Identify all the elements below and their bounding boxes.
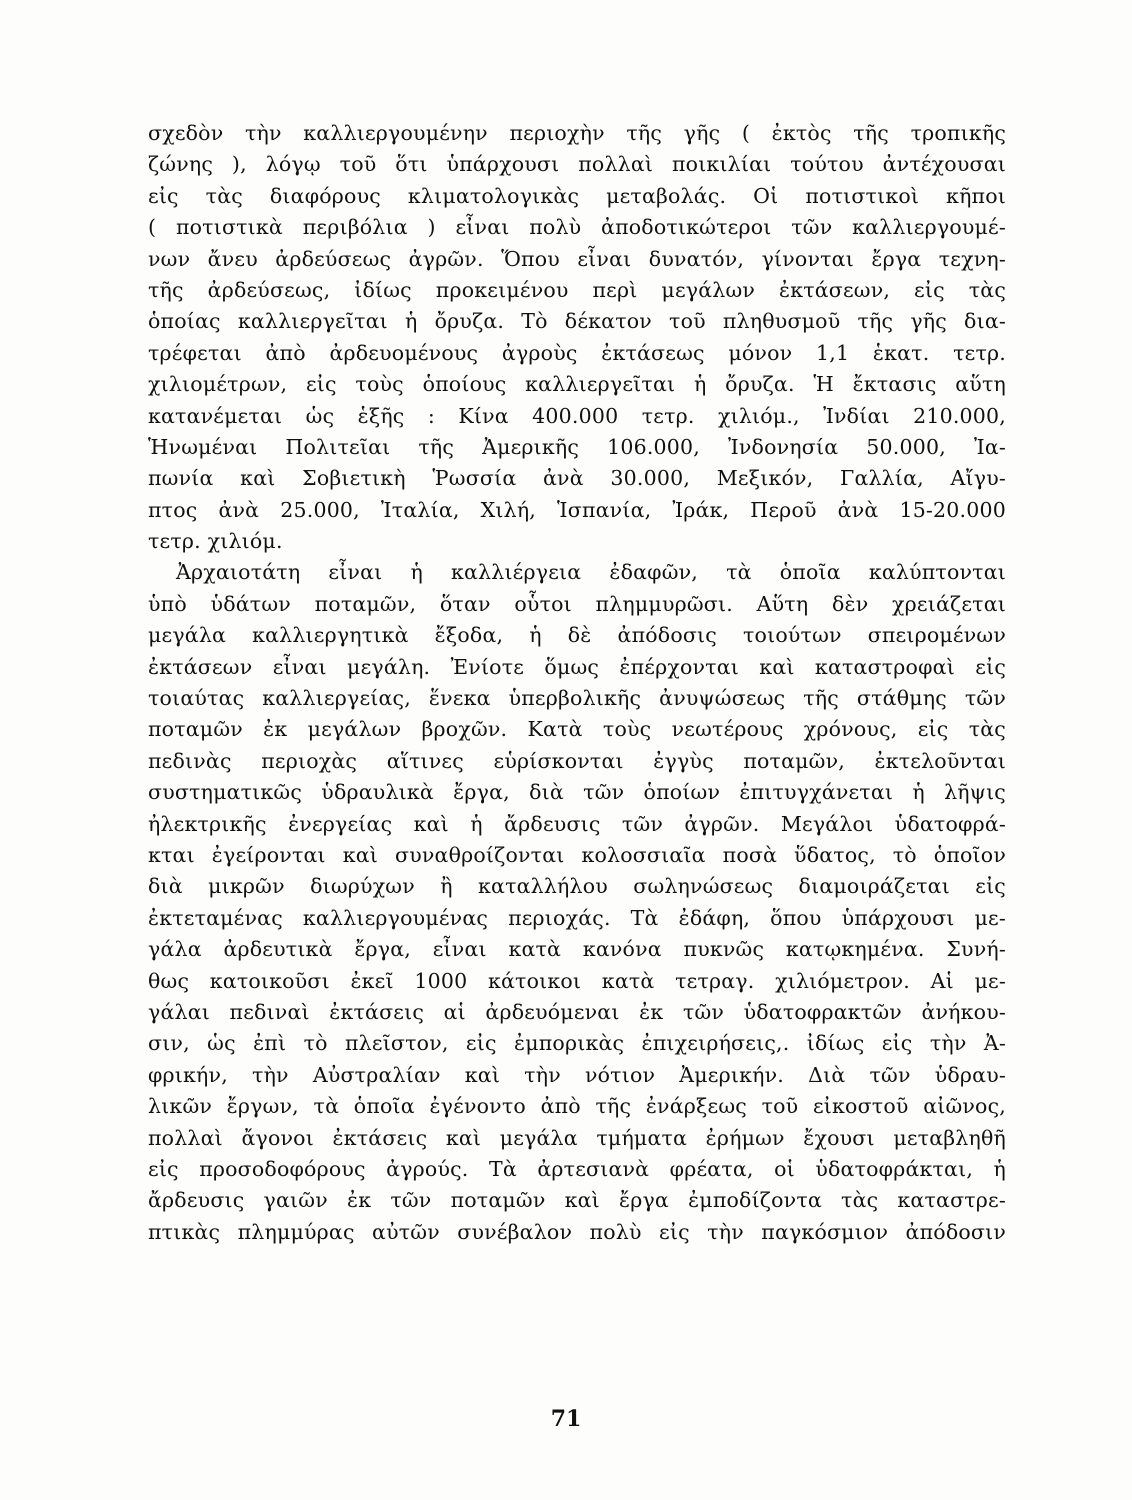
text-line: θως κατοικοῦσι ἐκεῖ 1000 κάτοικοι κατὰ τετραγ. χιλιόμετρον. Αἱ με- (148, 968, 1006, 993)
text-line: διὰ μικρῶν διωρύχων ἢ καταλλήλου σωληνώσεως διαμοιράζεται εἰς (148, 874, 1006, 899)
text-line: τοιαύτας καλλιεργείας, ἕνεκα ὑπερβολικῆς ἀνυψώσεως τῆς στάθμης τῶν (148, 686, 1006, 711)
paragraph-2 (148, 557, 1006, 1248)
text-line: τρέφεται ἀπὸ ἀρδευομένους ἀγροὺς ἐκτάσεως μόνον 1,1 ἑκατ. τετρ. (148, 340, 1006, 365)
text-line: πτος ἀνὰ 25.000, Ἰταλία, Χιλή, Ἱσπανία, Ἰράκ, Περοῦ ἀνὰ 15-20.000 (148, 497, 1006, 522)
text-line: Ἀρχαιοτάτη εἶναι ἡ καλλιέργεια ἐδαφῶν, τὰ ὁποῖα καλύπτονται (176, 560, 1006, 585)
text-line: ἠλεκτρικῆς ἐνεργείας καὶ ἡ ἄρδευσις τῶν ἀγρῶν. Μεγάλοι ὑδατοφρά- (148, 811, 1006, 836)
text-line: ὁποίας καλλιεργεῖται ἡ ὄρυζα. Τὸ δέκατον τοῦ πληθυσμοῦ τῆς γῆς δια- (148, 309, 1006, 334)
text-line: ὑπὸ ὑδάτων ποταμῶν, ὅταν οὗτοι πλημμυρῶσι. Αὕτη δὲν χρειάζεται (148, 591, 1006, 616)
body-text (148, 118, 1006, 1248)
text-line: χιλιομέτρων, εἰς τοὺς ὁποίους καλλιεργεῖται ἡ ὄρυζα. Ἡ ἔκτασις αὕτη (148, 372, 1006, 397)
text-line: λικῶν ἔργων, τὰ ὁποῖα ἐγένοντο ἀπὸ τῆς ἐνάρξεως τοῦ εἰκοστοῦ αἰῶνος, (148, 1094, 1006, 1119)
page-number: 71 (550, 1406, 582, 1432)
text-line: πολλαὶ ἄγονοι ἐκτάσεις καὶ μεγάλα τμήματα ἐρήμων ἔχουσι μεταβληθῆ (148, 1125, 1006, 1150)
paragraph-1 (148, 118, 1006, 557)
text-line: νων ἄνευ ἀρδεύσεως ἀγρῶν. Ὅπου εἶναι δυνατόν, γίνονται ἔργα τεχνη- (148, 246, 1006, 271)
text-line: τῆς ἀρδεύσεως, ἰδίως προκειμένου περὶ μεγάλων ἐκτάσεων, εἰς τὰς (148, 277, 1006, 302)
text-line: σχεδὸν τὴν καλλιεργουμένην περιοχὴν τῆς γῆς ( ἐκτὸς τῆς τροπικῆς (148, 121, 1006, 145)
text-line: Ἡνωμέναι Πολιτεῖαι τῆς Ἀμερικῆς 106.000, Ἰνδονησία 50.000, Ἰα- (148, 434, 1006, 459)
text-line: τετρ. χιλιόμ. (148, 529, 283, 554)
text-line: ποταμῶν ἐκ μεγάλων βροχῶν. Κατὰ τοὺς νεωτέρους χρόνους, εἰς τὰς (148, 717, 1006, 742)
text-line: μεγάλα καλλιεργητικὰ ἔξοδα, ἡ δὲ ἀπόδοσις τοιούτων σπειρομένων (148, 623, 1006, 648)
text-line: γάλαι πεδιναὶ ἐκτάσεις αἱ ἀρδευόμεναι ἐκ τῶν ὑδατοφρακτῶν ἀνήκου- (148, 999, 1006, 1024)
text-line: σιν, ὡς ἐπὶ τὸ πλεῖστον, εἰς ἐμπορικὰς ἐπιχειρήσεις,. ἰδίως εἰς τὴν Ἀ- (148, 1031, 1006, 1056)
text-line: κται ἐγείρονται καὶ συναθροίζονται κολοσσιαῖα ποσὰ ὕδατος, τὸ ὁποῖον (148, 842, 1006, 867)
text-line: ( ποτιστικὰ περιβόλια ) εἶναι πολὺ ἀποδοτικώτεροι τῶν καλλιεργουμέ- (148, 215, 1006, 240)
text-line: εἰς τὰς διαφόρους κλιματολογικὰς μεταβολάς. Οἱ ποτιστικοὶ κῆποι (148, 183, 1006, 208)
text-line: ἄρδευσις γαιῶν ἐκ τῶν ποταμῶν καὶ ἔργα ἐμποδίζοντα τὰς καταστρε- (148, 1188, 1006, 1213)
text-line: πεδινὰς περιοχὰς αἵτινες εὑρίσκονται ἐγγὺς ποταμῶν, ἐκτελοῦνται (148, 748, 1006, 773)
text-line: ζώνης ), λόγῳ τοῦ ὅτι ὑπάρχουσι πολλαὶ ποικιλίαι τούτου ἀντέχουσαι (148, 152, 1006, 177)
text-line: φρικήν, τὴν Αὐστραλίαν καὶ τὴν νότιον Ἀμερικήν. Διὰ τῶν ὑδραυ- (148, 1062, 1006, 1087)
text-line: ἐκτάσεων εἶναι μεγάλη. Ἐνίοτε ὅμως ἐπέρχονται καὶ καταστροφαὶ εἰς (148, 654, 1006, 679)
text-line: εἰς προσοδοφόρους ἀγρούς. Τὰ ἀρτεσιανὰ φρέατα, οἱ ὑδατοφράκται, ἡ (148, 1156, 1006, 1181)
text-line: ἐκτεταμένας καλλιεργουμένας περιοχάς. Τὰ ἐδάφη, ὅπου ὑπάρχουσι με- (148, 905, 1006, 930)
text-line: γάλα ἀρδευτικὰ ἔργα, εἶναι κατὰ κανόνα πυκνῶς κατῳκημένα. Συνή- (148, 937, 1006, 962)
text-line: κατανέμεται ὡς ἑξῆς : Κίνα 400.000 τετρ. χιλιόμ., Ἰνδίαι 210.000, (148, 403, 1006, 428)
text-line: πτικὰς πλημμύρας αὐτῶν συνέβαλον πολὺ εἰς τὴν παγκόσμιον ἀπόδοσιν (148, 1219, 1006, 1244)
text-line: πωνία καὶ Σοβιετικὴ Ῥωσσία ἀνὰ 30.000, Μεξικόν, Γαλλία, Αἴγυ- (148, 466, 1006, 491)
text-line: συστηματικῶς ὑδραυλικὰ ἔργα, διὰ τῶν ὁποίων ἐπιτυγχάνεται ἡ λῆψις (148, 780, 1006, 805)
